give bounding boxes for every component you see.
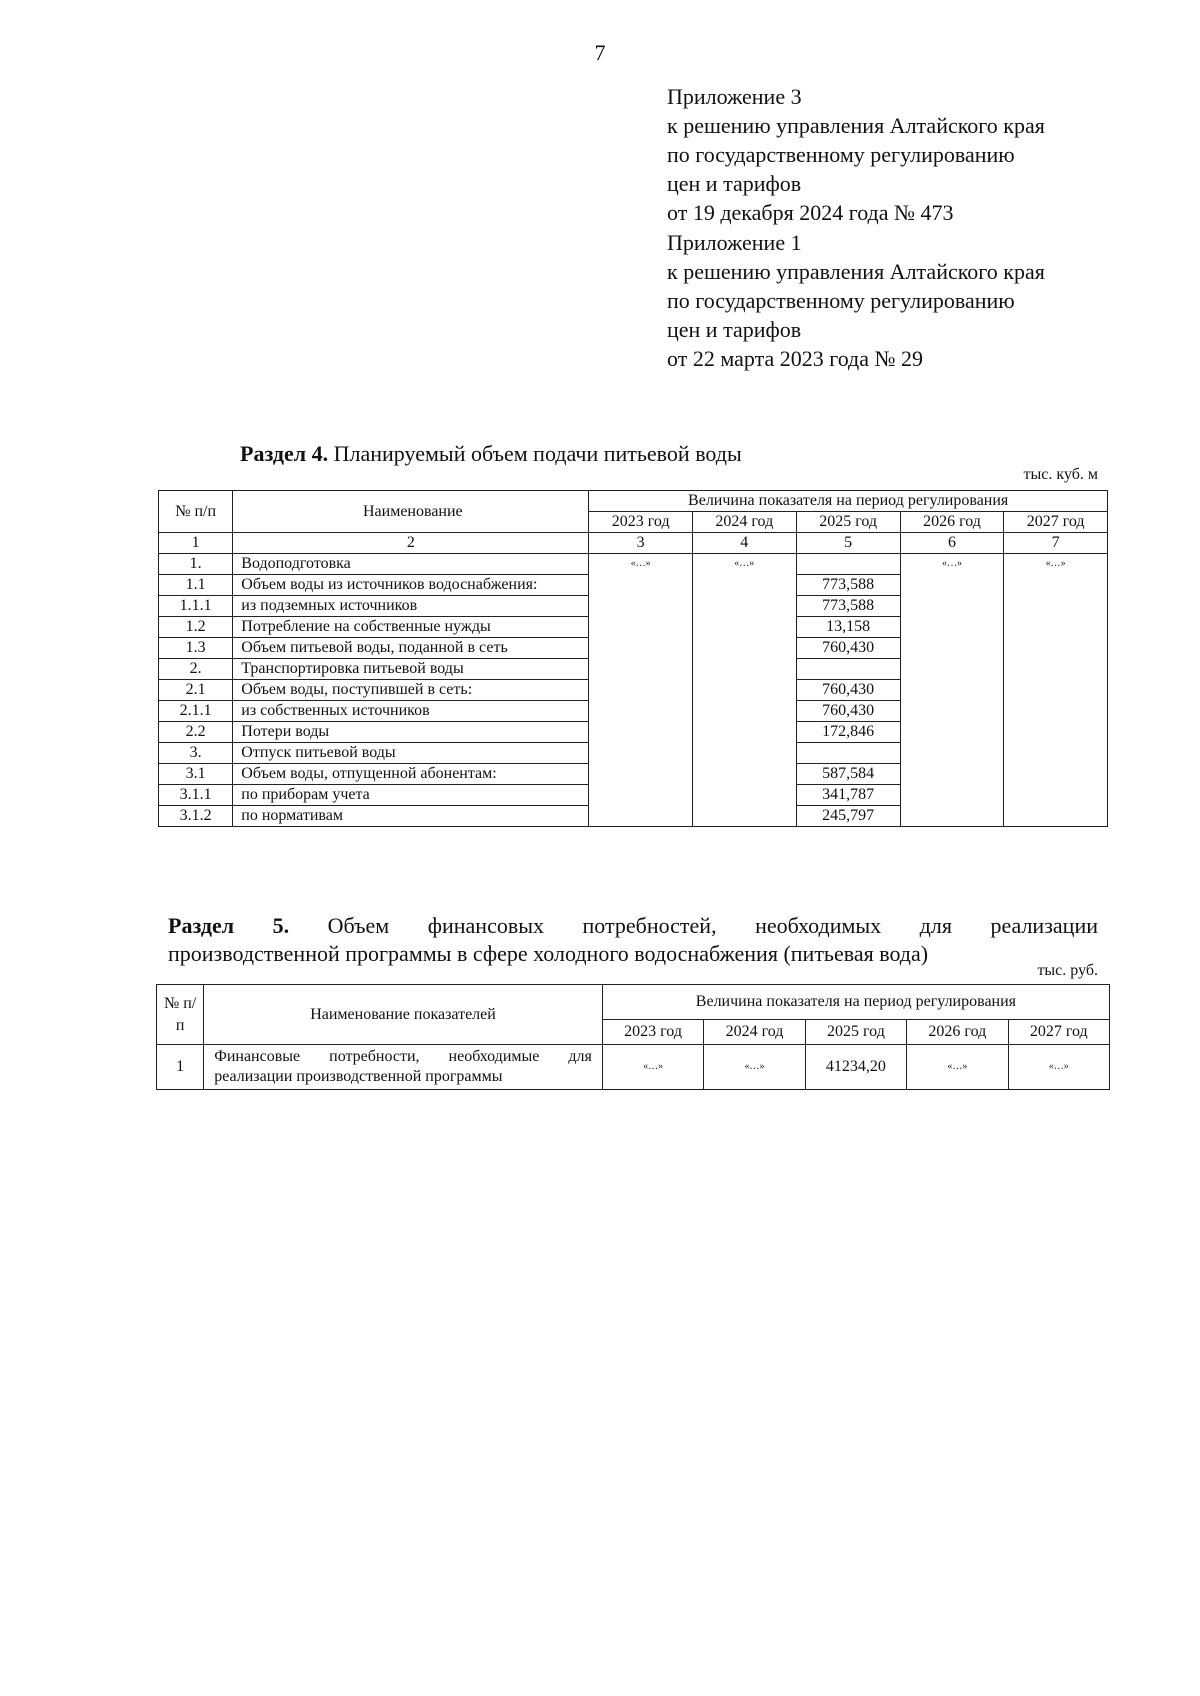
table-row [159, 785, 1108, 806]
table-row [159, 722, 1108, 743]
row-name: из подземных источников [233, 596, 589, 617]
row-num: 1.2 [159, 617, 233, 638]
header-year: 2024 год [704, 1020, 805, 1045]
cell-2025: 587,584 [796, 764, 900, 785]
cell-2025: 760,430 [796, 680, 900, 701]
row-num: 3.1.1 [159, 785, 233, 806]
appendix-line: от 22 марта 2023 года № 29 [667, 346, 924, 371]
table-row [159, 764, 1108, 785]
cell-2025: 172,846 [796, 722, 900, 743]
row-name: Отпуск питьевой воды [233, 743, 589, 764]
col-number: 1 [159, 533, 233, 554]
section-4-title-bold: Раздел 4. [240, 441, 329, 466]
appendix-line: цен и тарифов [667, 317, 802, 342]
table-row [157, 1045, 1110, 1090]
row-name: Транспортировка питьевой воды [233, 659, 589, 680]
row-name: Объем воды, поступившей в сеть: [233, 680, 589, 701]
row-name: по приборам учета [233, 785, 589, 806]
table-row [159, 554, 1108, 575]
appendix-line: от 19 декабря 2024 года № 473 [667, 200, 954, 225]
row-num: 2.1.1 [159, 701, 233, 722]
row-num: 3. [159, 743, 233, 764]
appendix-1-header [667, 228, 1045, 373]
header-num: № п/п [157, 985, 204, 1045]
row-name: по нормативам [233, 806, 589, 827]
header-num: № п/п [159, 491, 233, 533]
row-num: 1. [159, 554, 233, 575]
header-group: Величина показателя на период регулирования [602, 985, 1109, 1020]
cell-2025: 245,797 [796, 806, 900, 827]
financial-needs-table [156, 984, 1110, 1090]
col-number: 2 [233, 533, 589, 554]
row-num: 2.1 [159, 680, 233, 701]
header-year: 2027 год [1008, 1020, 1109, 1045]
col-number: 6 [900, 533, 1004, 554]
table-row [159, 659, 1108, 680]
row-num: 1.3 [159, 638, 233, 659]
row-name: Водоподготовка [233, 554, 589, 575]
row-num: 1.1.1 [159, 596, 233, 617]
header-group: Величина показателя на период регулирования [589, 491, 1108, 512]
row-num: 3.1.2 [159, 806, 233, 827]
section-4-unit: тыс. куб. м [1023, 466, 1098, 483]
section-5-unit: тыс. руб. [1037, 962, 1098, 979]
cell-2025: 773,588 [796, 596, 900, 617]
header-year: 2026 год [907, 1020, 1008, 1045]
table-row [159, 701, 1108, 722]
row-name: Объем питьевой воды, поданной в сеть [233, 638, 589, 659]
table-row [159, 575, 1108, 596]
cell-2025: 760,430 [796, 638, 900, 659]
header-name: Наименование показателей [204, 985, 603, 1045]
appendix-line: к решению управления Алтайского края [667, 113, 1045, 138]
cell-2025: 760,430 [796, 701, 900, 722]
cell-2027: «…» [1008, 1045, 1109, 1090]
cell-2025 [796, 659, 900, 680]
appendix-line: к решению управления Алтайского края [667, 259, 1045, 284]
section-5-title-text: Объем финансовых потребностей, необходимых для реализации [289, 913, 1098, 938]
table-row [159, 806, 1108, 827]
appendix-3-header [667, 82, 1045, 227]
row-name: Финансовые потребности, необходимые для реализации производственной программы [204, 1045, 603, 1090]
section-5-title-line2: производственной программы в сфере холодного водоснабжения (питьевая вода) [168, 941, 929, 966]
section-5-title [168, 912, 1098, 968]
header-year: 2023 год [602, 1020, 703, 1045]
table-row [159, 596, 1108, 617]
appendix-line: по государственному регулированию [667, 142, 1015, 167]
cell-2025: 773,588 [796, 575, 900, 596]
header-year: 2025 год [805, 1020, 906, 1045]
water-volume-table [158, 490, 1108, 827]
section-4-title [240, 440, 742, 468]
cell-2025: 341,787 [796, 785, 900, 806]
cell-2025 [796, 554, 900, 575]
cell-2025 [796, 743, 900, 764]
row-num: 1.1 [159, 575, 233, 596]
cell-2026: «…» [907, 1045, 1008, 1090]
row-name: Объем воды из источников водоснабжения: [233, 575, 589, 596]
table-row [159, 638, 1108, 659]
appendix-line: по государственному регулированию [667, 288, 1015, 313]
row-num: 2.2 [159, 722, 233, 743]
appendix-line: Приложение 3 [667, 84, 802, 109]
row-name: Объем воды, отпущенной абонентам: [233, 764, 589, 785]
row-num: 2. [159, 659, 233, 680]
col-number: 3 [589, 533, 693, 554]
section-4-title-text: Планируемый объем подачи питьевой воды [328, 441, 742, 466]
appendix-line: Приложение 1 [667, 230, 802, 255]
row-num: 1 [157, 1045, 204, 1090]
page-number: 7 [594, 40, 606, 65]
cell-2023: «…» [589, 554, 693, 575]
appendix-line: цен и тарифов [667, 171, 802, 196]
header-name: Наименование [233, 491, 589, 533]
cell-2024: «…» [704, 1045, 805, 1090]
section-5-title-bold: Раздел 5. [168, 913, 290, 938]
cell-2023: «…» [602, 1045, 703, 1090]
col-number: 7 [1004, 533, 1108, 554]
header-year: 2026 год [900, 512, 1004, 533]
cell-2027: «…» [1004, 554, 1108, 575]
col-number: 4 [692, 533, 796, 554]
table-row [159, 680, 1108, 701]
row-num: 3.1 [159, 764, 233, 785]
table-row [159, 617, 1108, 638]
row-name: Потребление на собственные нужды [233, 617, 589, 638]
cell-2025: 13,158 [796, 617, 900, 638]
header-year: 2023 год [589, 512, 693, 533]
header-year: 2027 год [1004, 512, 1108, 533]
header-year: 2024 год [692, 512, 796, 533]
col-number: 5 [796, 533, 900, 554]
cell-2026: «…» [900, 554, 1004, 575]
table-row [159, 743, 1108, 764]
cell-2024: «…» [692, 554, 796, 575]
header-year: 2025 год [796, 512, 900, 533]
row-name: из собственных источников [233, 701, 589, 722]
row-name: Потери воды [233, 722, 589, 743]
cell-2025: 41234,20 [805, 1045, 906, 1090]
